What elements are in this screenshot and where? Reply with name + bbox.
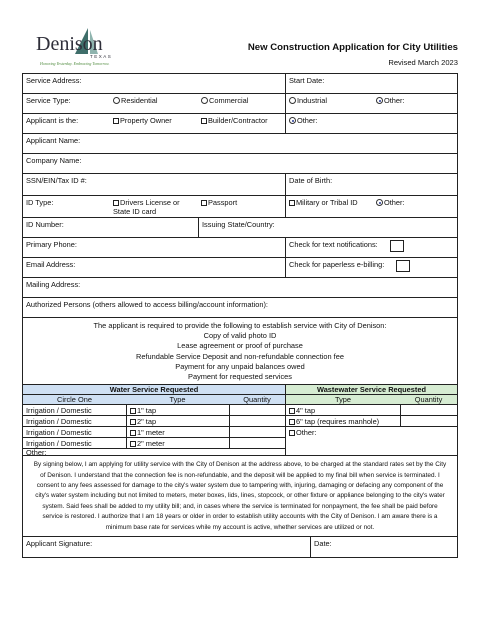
checkbox-icon (113, 118, 119, 124)
water-col-type: Type (126, 395, 229, 405)
id-option-military[interactable]: Military or Tribal ID (285, 196, 373, 217)
dob-field[interactable]: Date of Birth: (285, 174, 457, 195)
checkbox-icon (130, 419, 136, 425)
requirement-item: Copy of valid photo ID (203, 331, 277, 341)
id-option-other[interactable]: Other: (373, 196, 457, 217)
signature-date-field[interactable]: Date: (310, 537, 457, 557)
agreement-text: By signing below, I am applying for utility service with the City of Denison at the address above, to be charged at the standard rates set by the City of Denison. I understand that the connection fee is non-refundable, and the deposit will be applied to my final bill when service is terminated. I consent to any fees assessed for damage to the city's water system due to tampering with, injuring, damaging or defacing any component of the city's water system including but not limited to meters, meter boxes, lids, lines, stopcock, or other fixture or appliance belonging to the city's water system. Said fees shall be added to my utility bill; and, in cases where the service is terminated for nonpayment, the fee shall be paid before service is restored. I authorize that I am 18 years or older in order to establish utility accounts with the City of Denison. I am aware there is a minimum base rate for services while my account is active, whether services are utilized or not. (23, 456, 457, 537)
applicant-option-owner[interactable]: Property Owner (110, 114, 198, 133)
authorized-persons-field[interactable]: Authorized Persons (others allowed to access billing/account information): (26, 300, 268, 309)
water-qty-cell[interactable] (229, 416, 285, 427)
denison-logo (30, 24, 134, 70)
water-col-circle: Circle One (23, 395, 126, 405)
water-col-qty: Quantity (229, 395, 285, 405)
water-qty-cell[interactable] (229, 405, 285, 416)
service-option-commercial[interactable]: Commercial (198, 94, 285, 113)
requirements-block (23, 318, 457, 385)
mailing-address-field[interactable]: Mailing Address: (26, 280, 81, 289)
water-circle-option[interactable]: Irrigation / Domestic (23, 416, 126, 427)
applicant-option-builder[interactable]: Builder/Contractor (198, 114, 285, 133)
issuing-state-field[interactable]: Issuing State/Country: (198, 218, 457, 237)
requirement-item: Payment for any unpaid balances owed (175, 361, 305, 371)
application-form (22, 73, 458, 558)
radio-icon (113, 97, 120, 104)
checkbox-icon (289, 200, 295, 206)
id-option-passport[interactable]: Passport (198, 196, 285, 217)
revised-date: Revised March 2023 (388, 58, 458, 67)
email-field[interactable]: Email Address: (26, 260, 76, 269)
applicant-name-field[interactable]: Applicant Name: (26, 136, 81, 145)
water-type-option[interactable]: 1" meter (126, 427, 229, 438)
paperless-label: Check for paperless e-billing: (285, 258, 457, 277)
checkbox-icon (289, 419, 295, 425)
wastewater-type-option[interactable]: 4" tap (285, 405, 400, 416)
applicant-signature-field[interactable]: Applicant Signature: (26, 539, 93, 549)
requirement-item: Refundable Service Deposit and non-refundable connection fee (136, 351, 344, 361)
checkbox-icon (289, 408, 295, 414)
radio-selected-icon (289, 117, 296, 124)
wastewater-type-option[interactable]: 6" tap (requires manhole) (285, 416, 400, 427)
wastewater-type-option[interactable]: Other: (285, 427, 400, 438)
checkbox-icon (201, 118, 207, 124)
text-notifications-label: Check for text notifications: (285, 238, 457, 257)
service-option-residential[interactable]: Residential (110, 94, 198, 113)
id-number-field[interactable]: ID Number: (26, 220, 64, 229)
id-option-drivers-license[interactable]: Drivers License or State ID card (113, 198, 180, 216)
id-type-label: ID Type: (26, 198, 54, 207)
water-qty-cell[interactable] (229, 427, 285, 438)
water-type-option[interactable]: 2" meter (126, 438, 229, 449)
applicant-option-other[interactable]: Other: (285, 114, 457, 133)
checkbox-icon (289, 430, 295, 436)
radio-selected-icon (376, 97, 383, 104)
applicant-is-label: Applicant is the: (26, 116, 79, 125)
wastewater-service-heading: Wastewater Service Requested (285, 385, 457, 395)
service-type-label: Service Type: (26, 96, 71, 105)
service-tables (23, 385, 457, 456)
form-title: New Construction Application for City Utilities (247, 42, 458, 53)
requirements-intro: The applicant is required to provide the following to establish service with City of Denison: (93, 321, 387, 330)
radio-icon (289, 97, 296, 104)
water-type-option[interactable]: 1" tap (126, 405, 229, 416)
company-name-field[interactable]: Company Name: (26, 156, 82, 165)
water-circle-option[interactable]: Irrigation / Domestic (23, 427, 126, 438)
radio-icon (201, 97, 208, 104)
paperless-checkbox[interactable] (396, 260, 410, 272)
radio-selected-icon (376, 199, 383, 206)
water-circle-option[interactable]: Irrigation / Domestic (23, 405, 126, 416)
wastewater-col-qty: Quantity (400, 395, 457, 405)
wastewater-col-type: Type (285, 395, 400, 405)
water-service-heading: Water Service Requested (23, 385, 285, 395)
wastewater-divider (285, 438, 286, 456)
requirement-item: Lease agreement or proof of purchase (177, 341, 303, 351)
primary-phone-field[interactable]: Primary Phone: (26, 240, 77, 249)
water-circle-option[interactable]: Irrigation / Domestic (23, 438, 126, 449)
service-option-other[interactable]: Other: (373, 94, 457, 113)
text-notifications-checkbox[interactable] (390, 240, 404, 252)
wastewater-qty-cell[interactable] (400, 416, 457, 427)
water-type-option[interactable]: 2" tap (126, 416, 229, 427)
water-other-field[interactable]: Other: (26, 448, 47, 458)
checkbox-icon (130, 441, 136, 447)
checkbox-icon (113, 200, 119, 206)
checkbox-icon (130, 408, 136, 414)
requirement-item: Payment for requested services (188, 372, 292, 382)
service-option-industrial[interactable]: Industrial (285, 94, 373, 113)
start-date-field[interactable]: Start Date: (285, 74, 457, 93)
logo-name: Denison (36, 33, 103, 55)
checkbox-icon (130, 430, 136, 436)
checkbox-icon (201, 200, 207, 206)
wastewater-qty-cell[interactable] (400, 405, 457, 416)
ssn-field[interactable]: SSN/EIN/Tax ID #: (26, 176, 87, 185)
logo-tagline: Honoring Yesterday. Embracing Tomorrow. (40, 61, 110, 66)
service-address-field[interactable]: Service Address: (26, 76, 82, 85)
logo-sub: TEXAS (90, 54, 113, 59)
